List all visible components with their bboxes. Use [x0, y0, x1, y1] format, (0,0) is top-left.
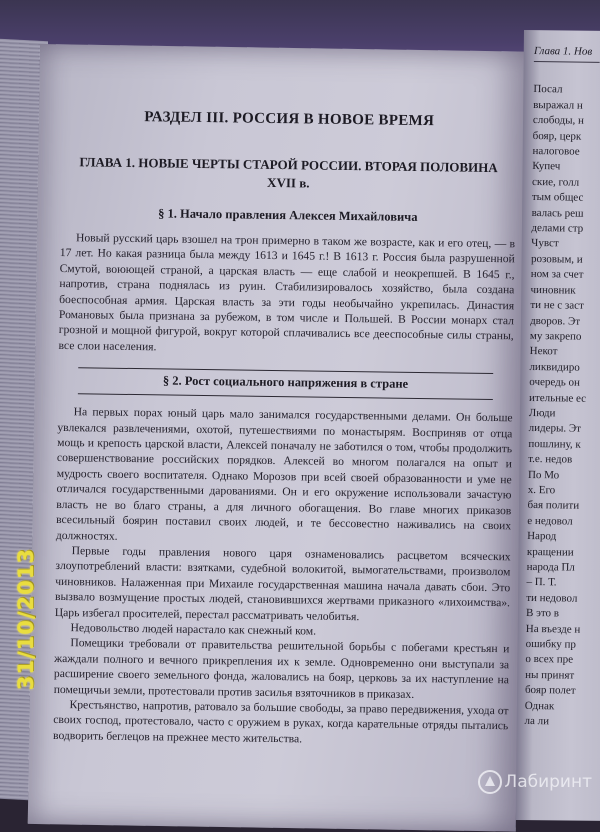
right-page-line: лидеры. Эт — [528, 422, 582, 436]
right-page-line: Некот — [529, 345, 558, 358]
paragraph-2-text-1: На первых порах юный царь мало занимался государственными делами. Он больше увлекался развлечениями, охотой, путешествиями по монастырям. Восприняв от отца мощь и крепость царской власти, Алексей поначалу не заботился о том, чтобы продолжить совершенствование российских порядков. Алексей во многом полагался на опыт и мудрость своего воспитателя. Однако Морозов при всей своей образованности и уме не отличался государственными дарованиями. Он и его окружение использовали зачастую власть не во благо страны, а для личного обогащения. Во главе многих приказов всесильный боярин поставил своих людей, и те бессовестно наживались на своих должностях. — [55, 405, 513, 543]
right-page-line: ительные ес — [528, 391, 587, 405]
right-page-line: бояр полет — [524, 684, 576, 697]
right-page-line: налоговое — [532, 145, 580, 158]
right-page-line: дворов. Эт — [530, 314, 581, 328]
paragraph-2-title: § 2. Рост социального напряжения в стране — [162, 373, 409, 392]
right-page-line: розовым, и — [530, 252, 583, 266]
watermark — [478, 770, 592, 794]
paragraph-2-text-3: Недовольство людей нарастало как снежный ком. — [70, 621, 317, 638]
paragraph-2-text-2: Первые годы правления нового царя ознаменовались расцветом всяческих злоупотреблений власти: взятками, судебной волокитой, вымогательствами, произволом чиновников. Налаженная при Михаиле государственная машина начала давать сбои. Это вызвало возмущение простых людей, становившихся жертвами приказного «лихоимства». Царь избегал просителей, перестал рассматривать челобитья. — [54, 544, 511, 623]
right-page-line: валась реш — [531, 206, 584, 220]
right-page-line: ла ли — [524, 714, 550, 728]
right-page-line: бояр, церк — [532, 129, 582, 143]
date-stamp: 31/10/2013 — [14, 548, 38, 691]
right-page-line: т.е. недов — [528, 453, 573, 466]
right-page-line: му закрепо — [529, 329, 582, 343]
right-page-line: ские, голл — [531, 175, 580, 189]
right-page-line: е недовол — [527, 514, 573, 528]
right-page-line: – П. Т. — [526, 576, 557, 589]
right-page-line: чиновник — [530, 283, 576, 297]
right-page-line: В это в — [525, 607, 560, 620]
right-page-line: ти не с заст — [530, 299, 584, 312]
right-page-line: Посал — [533, 83, 563, 96]
right-page-line: о всех пре — [525, 653, 574, 667]
right-page-line: Однак — [524, 699, 555, 713]
right-page-line: На въезде н — [525, 622, 581, 636]
section-title: РАЗДЕЛ III. РОССИЯ В НОВОЕ ВРЕМЯ — [144, 109, 435, 130]
labirint-logo-icon — [478, 770, 502, 794]
right-page-column — [524, 44, 600, 730]
right-page-line: ликвидиро — [529, 360, 580, 374]
right-page-line: ти недовол — [526, 591, 578, 605]
right-page-line: Купеч — [532, 160, 561, 173]
right-page-line: пошлину, к — [528, 437, 581, 451]
right-page-lines — [524, 82, 599, 730]
right-page-line: делами стр — [531, 222, 584, 235]
right-page-line: очередь он — [529, 376, 580, 389]
right-page-line: ны принят — [525, 668, 575, 682]
right-page-line: кращении — [526, 545, 574, 559]
paragraph-1-title: § 1. Начало правления Алексея Михайловича — [158, 206, 418, 224]
right-page-line: слободы, н — [532, 114, 585, 127]
right-page-line: Люди — [528, 406, 556, 420]
paragraph-1-text: Новый русский царь взошел на трон примерно в таком же возрасте, как и его отец, — в 17 лет. Но какая разница была между 1613 и 1645 г.! В 1613 г. Россия была разрушенной Смутой, воюющей страной, а царская власть — еще слабой и неокрепшей. В 1645 г., напротив, страна поднялась из руин. Стабилизировалось хозяйство, была создана боеспособная армия. Царская власть за эти годы необычайно укрепилась. Династия Романовых была признана за рубежом, в том числе и Польшей. В России монарх стал грозной и мощной фигурой, вокруг которой сплачивались все дееспособные силы страны, все слои населения. — [58, 231, 516, 354]
right-page-line: ошибку пр — [525, 637, 576, 651]
running-head: Глава 1. Нов — [534, 44, 600, 63]
right-page-line: По Мо — [527, 468, 560, 481]
paragraph-2-text-5: Крестьянство, напротив, ратовало за большие свободы, за право передвижения, ухода от своих господ, протестовало, часто с оружием в руках, когда карательные отряды пытались водворить беглецов на прежнее место жительства. — [53, 698, 509, 746]
right-page-line: выражал н — [533, 98, 583, 112]
right-page-line: Чувст — [531, 237, 559, 250]
watermark-text: Лабиринт — [504, 772, 592, 792]
right-page-line: ном за счет — [530, 268, 584, 281]
right-page-line: х. Его — [527, 483, 556, 497]
right-page-line: народа Пл — [526, 560, 575, 574]
right-page-line: тым общес — [531, 191, 584, 204]
page-content — [53, 98, 517, 749]
right-page-line: Народ — [527, 530, 557, 543]
paragraph-2-text-4: Помещики требовали от правительства решительной борьбы с побегами крестьян и жаждали полного и вечного прикрепления их к земле. Одновременно они выступали за расширение своего земельного фонда, жаловались на бояр, церковь за их наступление на помещичьи земли, протестовали против засилья взяточников в приказах. — [53, 636, 510, 701]
chapter-title: ГЛАВА 1. НОВЫЕ ЧЕРТЫ СТАРОЙ РОССИИ. ВТОРАЯ ПОЛОВИНА XVII в. — [79, 154, 498, 191]
right-page-line: бая полити — [527, 499, 580, 513]
